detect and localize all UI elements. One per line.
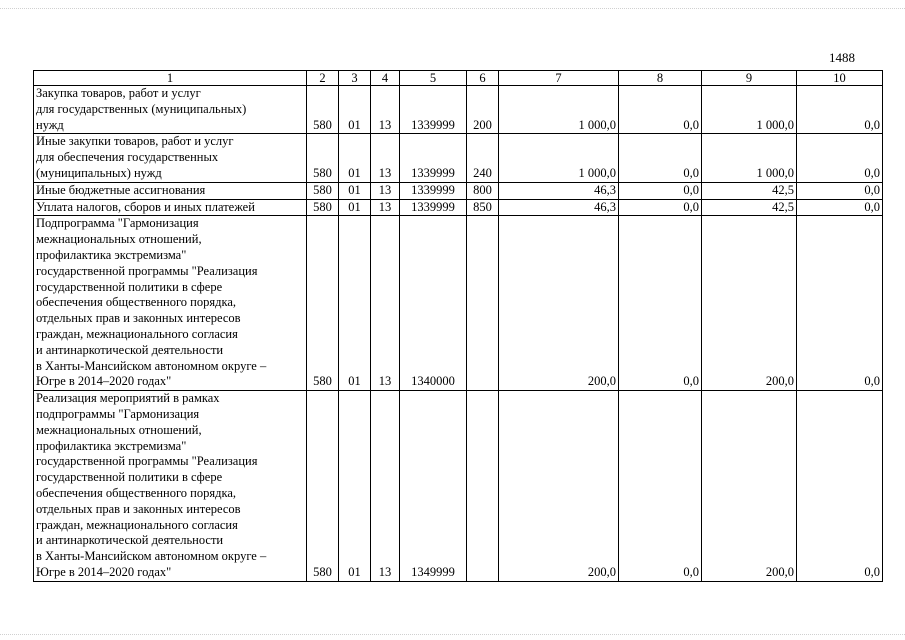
section-code: 01 — [339, 199, 371, 216]
amount-col7: 1 000,0 — [499, 134, 619, 182]
expense-type-code: 800 — [467, 182, 499, 199]
amount-col10: 0,0 — [797, 199, 883, 216]
amount-col7: 200,0 — [499, 391, 619, 582]
row-name: Уплата налогов, сборов и иных платежей — [34, 199, 307, 216]
column-header: 4 — [371, 71, 400, 86]
expense-type-code — [467, 391, 499, 582]
subsection-code: 13 — [371, 216, 400, 391]
section-code: 01 — [339, 391, 371, 582]
header-row — [34, 71, 883, 86]
page-number: 1488 — [829, 50, 855, 65]
target-article-code: 1339999 — [400, 134, 467, 182]
amount-col9: 42,5 — [702, 182, 797, 199]
row-name: Закупка товаров, работ и услуг для государственных (муниципальных) нужд — [34, 86, 307, 134]
amount-col7: 200,0 — [499, 216, 619, 391]
target-article-code: 1339999 — [400, 86, 467, 134]
section-code: 01 — [339, 134, 371, 182]
amount-col7: 46,3 — [499, 182, 619, 199]
expense-type-code: 850 — [467, 199, 499, 216]
amount-col9: 200,0 — [702, 391, 797, 582]
table-row — [34, 86, 883, 134]
section-code: 01 — [339, 216, 371, 391]
column-header: 1 — [34, 71, 307, 86]
column-header: 9 — [702, 71, 797, 86]
amount-col9: 1 000,0 — [702, 134, 797, 182]
expense-type-code: 240 — [467, 134, 499, 182]
table-row — [34, 391, 883, 582]
target-article-code: 1339999 — [400, 199, 467, 216]
subsection-code: 13 — [371, 86, 400, 134]
table-row — [34, 199, 883, 216]
column-header: 3 — [339, 71, 371, 86]
column-header: 8 — [619, 71, 702, 86]
expense-type-code: 200 — [467, 86, 499, 134]
row-name: Иные бюджетные ассигнования — [34, 182, 307, 199]
table-row — [34, 182, 883, 199]
amount-col8: 0,0 — [619, 182, 702, 199]
ministry-code: 580 — [307, 134, 339, 182]
top-scan-edge — [0, 8, 905, 10]
amount-col9: 42,5 — [702, 199, 797, 216]
amount-col8: 0,0 — [619, 86, 702, 134]
target-article-code: 1339999 — [400, 182, 467, 199]
amount-col9: 1 000,0 — [702, 86, 797, 134]
column-header: 10 — [797, 71, 883, 86]
amount-col10: 0,0 — [797, 216, 883, 391]
subsection-code: 13 — [371, 182, 400, 199]
subsection-code: 13 — [371, 391, 400, 582]
amount-col8: 0,0 — [619, 199, 702, 216]
target-article-code: 1349999 — [400, 391, 467, 582]
section-code: 01 — [339, 182, 371, 199]
amount-col8: 0,0 — [619, 216, 702, 391]
column-header: 2 — [307, 71, 339, 86]
table-header — [34, 71, 883, 86]
ministry-code: 580 — [307, 182, 339, 199]
amount-col10: 0,0 — [797, 391, 883, 582]
row-name: Иные закупки товаров, работ и услуг для обеспечения государственных (муниципальных) нужд — [34, 134, 307, 182]
ministry-code: 580 — [307, 216, 339, 391]
row-name: Реализация мероприятий в рамках подпрограммы "Гармонизация межнациональных отношений, профилактика экстремизма" государственной программы "Реализация государственной политики в сфере обеспечения общественного порядка, отдельных прав и законных интересов граждан, межнационального согласия и антинаркотической деятельности в Ханты-Мансийском автономном округе – Югре в 2014–2020 годах" — [34, 391, 307, 582]
amount-col10: 0,0 — [797, 86, 883, 134]
section-code: 01 — [339, 86, 371, 134]
expense-type-code — [467, 216, 499, 391]
amount-col8: 0,0 — [619, 391, 702, 582]
amount-col9: 200,0 — [702, 216, 797, 391]
table-row — [34, 216, 883, 391]
amount-col8: 0,0 — [619, 134, 702, 182]
ministry-code: 580 — [307, 391, 339, 582]
amount-col10: 0,0 — [797, 134, 883, 182]
target-article-code: 1340000 — [400, 216, 467, 391]
column-header: 7 — [499, 71, 619, 86]
column-header: 5 — [400, 71, 467, 86]
row-name: Подпрограмма "Гармонизация межнациональных отношений, профилактика экстремизма" государственной программы "Реализация государственной политики в сфере обеспечения общественного порядка, отдельных прав и законных интересов граждан, межнационального согласия и антинаркотической деятельности в Ханты-Мансийском автономном округе – Югре в 2014–2020 годах" — [34, 216, 307, 391]
subsection-code: 13 — [371, 134, 400, 182]
amount-col7: 46,3 — [499, 199, 619, 216]
bottom-scan-edge — [0, 634, 905, 636]
budget-table — [33, 70, 883, 582]
table-row — [34, 134, 883, 182]
subsection-code: 13 — [371, 199, 400, 216]
amount-col7: 1 000,0 — [499, 86, 619, 134]
ministry-code: 580 — [307, 199, 339, 216]
amount-col10: 0,0 — [797, 182, 883, 199]
column-header: 6 — [467, 71, 499, 86]
ministry-code: 580 — [307, 86, 339, 134]
